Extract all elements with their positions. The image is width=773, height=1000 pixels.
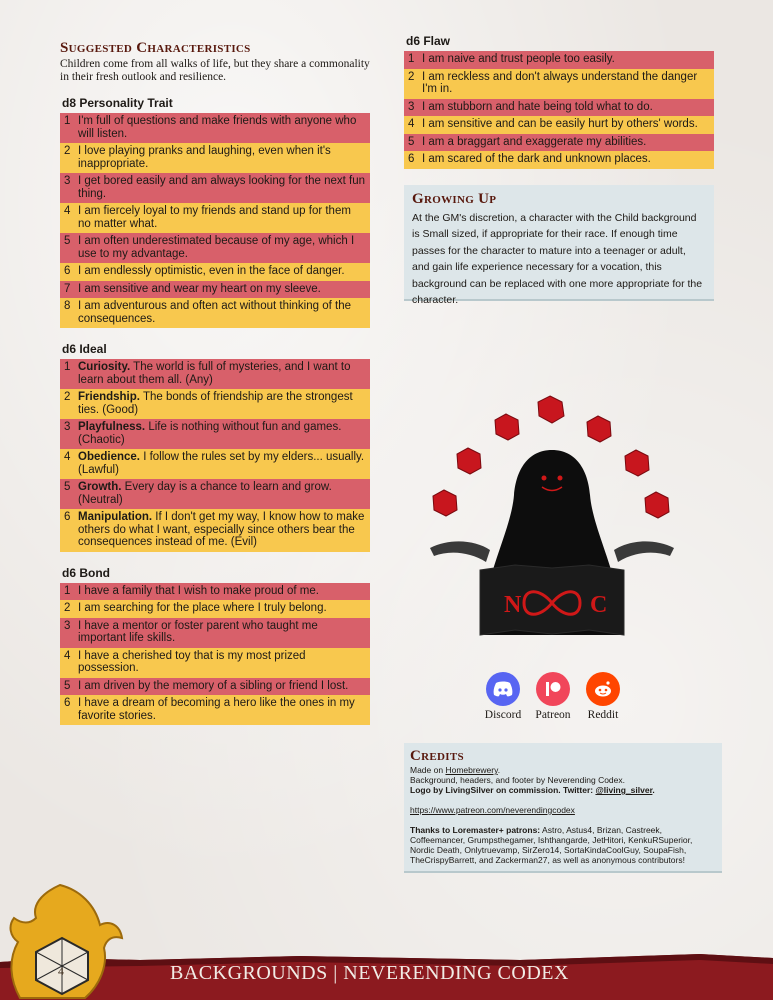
page-number: 4 (58, 964, 64, 978)
row-number: 3 (64, 619, 71, 632)
row-text: Every day is a chance to learn and grow. (Neutral) (78, 481, 332, 506)
reddit-icon (586, 672, 620, 706)
row-text: I have a dream of becoming a hero like the ones in my favorite stories. (78, 697, 355, 722)
row-number: 1 (64, 361, 71, 373)
patreon-link[interactable] (528, 672, 578, 721)
row-number: 8 (64, 300, 71, 312)
table-row (404, 151, 714, 169)
table-row (60, 143, 370, 173)
row-number: 4 (64, 649, 71, 662)
credits-title: Credits (410, 748, 464, 764)
logo-letter-c: C (590, 592, 608, 618)
row-text: I am sensitive and can be easily hurt by others' words. (422, 118, 698, 130)
table-row (60, 695, 370, 725)
discord-link[interactable] (478, 672, 528, 721)
table-row (404, 134, 714, 152)
row-number: 6 (64, 511, 71, 523)
row-number: 6 (64, 265, 71, 277)
row-text: I am a braggart and exaggerate my abilities. (422, 135, 647, 148)
row-number: 3 (64, 421, 71, 433)
table-row (60, 298, 370, 328)
dragon-logo (0, 880, 130, 1000)
row-number: 3 (64, 175, 71, 187)
row-text: I have a mentor or foster parent who taught me important life skills. (78, 619, 318, 644)
credits-thanks: Thanks to Loremaster+ patrons: Astro, Astus4, Brizan, Castreek, Coffeemancer, Grumpsthegamer, Ishthangarde, JetHitori, KenkuRSuperior, Nordic Death, Onlytruevamp, SirZero14, SortaKindaCoolGuy, SoupaFish, TheCrispyBarrett, and Zackerman27, as well as anonymous contributors! (410, 825, 693, 865)
row-text: I am often underestimated because of my age, which I use to my advantage. (78, 235, 355, 260)
credits-box (404, 743, 722, 873)
ideal-name: Growth. (78, 481, 122, 493)
table-row (60, 479, 370, 509)
row-text: Life is nothing without fun and games. (Chaotic) (78, 421, 342, 446)
table-row (60, 419, 370, 449)
growing-up-text: At the GM's discretion, a character with the Child background is Small sized, if appropriate for their race. If enough time passes for the character to mature into a teenager or adult, and gain life experience necessary for a vocation, this background can be replaced with one more appropriate for the character. (412, 211, 703, 306)
row-number: 7 (64, 282, 71, 295)
row-text: I am scared of the dark and unknown places. (422, 153, 651, 165)
table-row (60, 173, 370, 203)
credits-made-on: Made on Homebrewery. (410, 765, 501, 775)
table-row (60, 583, 370, 601)
logo-letter-n: N (504, 592, 522, 618)
row-number: 4 (408, 118, 415, 130)
row-number: 2 (64, 391, 71, 403)
table-row (404, 69, 714, 99)
ideal-name: Curiosity. (78, 361, 131, 373)
row-text: If I don't get my way, I know how to make others do what I want, especially since others bear the consequences instead of me. (Evil) (78, 511, 365, 548)
row-text: I am stubborn and hate being told what to do. (422, 100, 653, 113)
row-number: 2 (64, 602, 71, 614)
row-text: I am fiercely loyal to my friends and stand up for them no matter what. (78, 205, 351, 230)
ideal-name: Friendship. (78, 391, 140, 403)
row-text: I follow the rules set by my elders... usually. (Lawful) (78, 451, 365, 476)
suggested-characteristics-title: Suggested Characteristics (60, 40, 251, 56)
right-column (404, 34, 714, 306)
table-row (60, 600, 370, 618)
row-number: 5 (64, 679, 71, 692)
table-row (60, 359, 370, 389)
row-number: 5 (408, 135, 415, 148)
row-text: I'm full of questions and make friends with anyone who will listen. (78, 115, 357, 140)
row-number: 1 (64, 115, 71, 127)
twitter-link[interactable]: @living_silver (595, 785, 653, 795)
row-number: 2 (64, 145, 71, 157)
row-number: 4 (64, 205, 71, 217)
row-number: 4 (64, 451, 71, 463)
social-links (478, 672, 628, 721)
row-number: 5 (64, 481, 71, 493)
row-text: I am sensitive and wear my heart on my sleeve. (78, 282, 321, 295)
ideal-table (60, 359, 370, 552)
ideal-heading: d6 Ideal (62, 342, 107, 356)
row-text: I am driven by the memory of a sibling or friend I lost. (78, 679, 349, 692)
table-row (60, 648, 370, 678)
row-number: 6 (408, 153, 415, 165)
flaw-table (404, 51, 714, 169)
table-row (60, 203, 370, 233)
row-number: 1 (64, 584, 71, 597)
row-text: I have a cherished toy that is my most prized possession. (78, 649, 306, 674)
row-text: I am naive and trust people too easily. (422, 53, 615, 65)
discord-label: Discord (484, 709, 522, 721)
table-row (60, 113, 370, 143)
row-text: I am searching for the place where I truly belong. (78, 602, 327, 614)
table-row (404, 116, 714, 134)
credits-background-line: Background, headers, and footer by Neverending Codex. (410, 775, 625, 785)
table-row (60, 509, 370, 552)
ideal-name: Playfulness. (78, 421, 146, 433)
ideal-name: Obedience. (78, 451, 140, 463)
row-number: 1 (408, 53, 415, 65)
table-row (404, 51, 714, 69)
personality-heading: d8 Personality Trait (62, 96, 173, 110)
row-number: 3 (408, 100, 415, 113)
reddit-link[interactable] (578, 672, 628, 721)
row-number: 5 (64, 235, 71, 247)
left-column (60, 40, 370, 725)
patreon-label: Patreon (535, 709, 571, 721)
personality-table (60, 113, 370, 328)
row-number: 2 (408, 70, 415, 83)
mascot-logo (420, 390, 685, 660)
suggested-characteristics-intro: Children come from all walks of life, but they share a commonality in their fresh outlook and resilience. (60, 58, 370, 83)
patreon-icon (536, 672, 570, 706)
bond-heading: d6 Bond (62, 565, 110, 580)
table-row (60, 233, 370, 263)
table-row (60, 389, 370, 419)
ideal-name: Manipulation. (78, 511, 153, 523)
table-row (60, 678, 370, 696)
row-text: I am adventurous and often act without thinking of the consequences. (78, 300, 351, 325)
discord-icon (486, 672, 520, 706)
table-row (60, 618, 370, 648)
growing-up-box (404, 185, 714, 306)
row-text: I love playing pranks and laughing, even when it's inappropriate. (78, 145, 331, 170)
row-number: 6 (64, 697, 71, 709)
row-text: I get bored easily and am always looking for the next fun thing. (78, 175, 366, 200)
footer-text: BACKGROUNDS | NEVERENDING CODEX (170, 962, 569, 984)
flaw-heading: d6 Flaw (406, 34, 451, 48)
row-text: I am endlessly optimistic, even in the face of danger. (78, 265, 345, 277)
growing-up-title: Growing Up (412, 190, 497, 207)
row-text: I am reckless and don't always understand the danger I'm in. (422, 70, 698, 95)
patreon-url-link[interactable]: https://www.patreon.com/neverendingcodex (410, 805, 575, 815)
credits-logo-line: Logo by LivingSilver on commission. Twitter: @living_silver. (410, 785, 655, 795)
row-text: The bonds of friendship are the strongest ties. (Good) (78, 391, 353, 416)
row-text: I have a family that I wish to make proud of me. (78, 584, 319, 597)
bond-table (60, 583, 370, 726)
table-row (60, 449, 370, 479)
reddit-label: Reddit (587, 709, 619, 721)
homebrewery-link[interactable]: Homebrewery (445, 765, 498, 775)
row-text: The world is full of mysteries, and I want to learn about them all. (Any) (78, 361, 351, 386)
table-row (404, 99, 714, 117)
table-row (60, 263, 370, 281)
table-row (60, 281, 370, 299)
